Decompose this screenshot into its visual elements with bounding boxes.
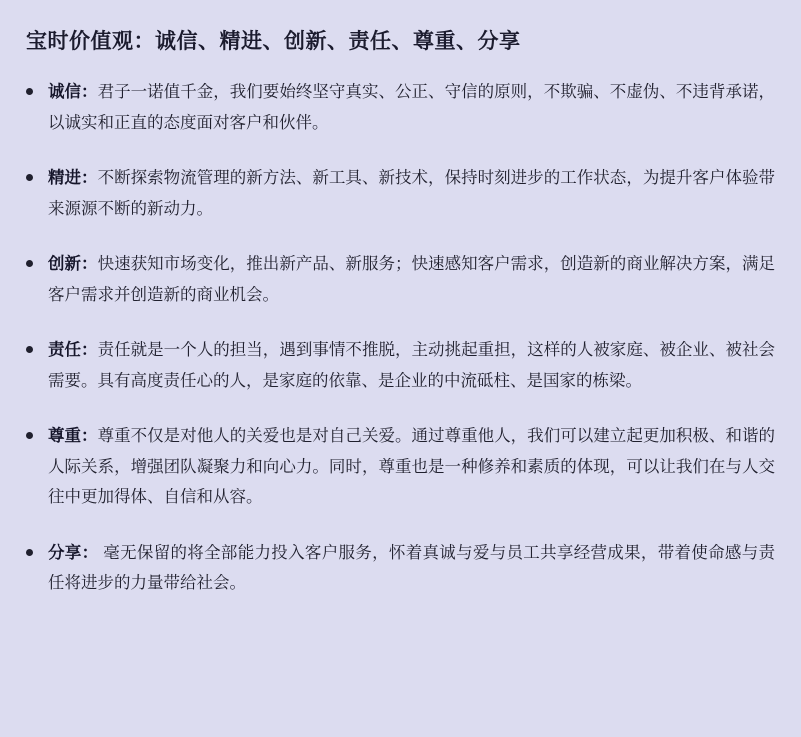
value-term: 尊重： [48,427,98,446]
list-item [22,77,775,138]
value-description: 尊重不仅是对他人的关爱也是对自己关爱。通过尊重他人，我们可以建立起更加积极、和谐的人际关系，增强团队凝聚力和向心力。同时，尊重也是一种修养和素质的体现，可以让我们在与人交往中更加得体、自信和从容。 [48,427,776,507]
value-description: 不断探索物流管理的新方法、新工具、新技术，保持时刻进步的工作状态，为提升客户体验带来源源不断的新动力。 [48,169,776,218]
page-title: 宝时价值观：诚信、精进、创新、责任、尊重、分享 [26,30,521,53]
value-description: 快速获知市场变化，推出新产品、新服务；快速感知客户需求，创造新的商业解决方案，满足客户需求并创造新的商业机会。 [48,255,776,304]
value-term: 分享： [48,543,99,562]
bullet-icon [26,88,33,95]
list-item [22,538,775,599]
bullet-icon [26,346,33,353]
bullet-icon [26,432,33,439]
value-term: 责任： [48,341,98,360]
bullet-icon [26,260,33,267]
value-term: 创新： [48,255,98,274]
list-item [22,249,775,310]
list-item [22,163,775,224]
value-description: 君子一诺值千金，我们要始终坚守真实、公正、守信的原则，不欺骗、不虚伪、不违背承诺，以诚实和正直的态度面对客户和伙伴。 [48,83,776,132]
list-item [22,421,775,513]
value-description: 毫无保留的将全部能力投入客户服务，怀着真诚与爱与员工共享经营成果，带着使命感与责任将进步的力量带给社会。 [48,543,775,593]
values-list [22,77,775,599]
bullet-icon [26,174,33,181]
value-term: 精进： [48,169,98,188]
value-description: 责任就是一个人的担当，遇到事情不推脱，主动挑起重担，这样的人被家庭、被企业、被社会需要。具有高度责任心的人，是家庭的依靠、是企业的中流砥柱、是国家的栋梁。 [48,341,776,390]
list-item [22,335,775,396]
bullet-icon [26,549,33,556]
value-term: 诚信： [48,83,98,102]
